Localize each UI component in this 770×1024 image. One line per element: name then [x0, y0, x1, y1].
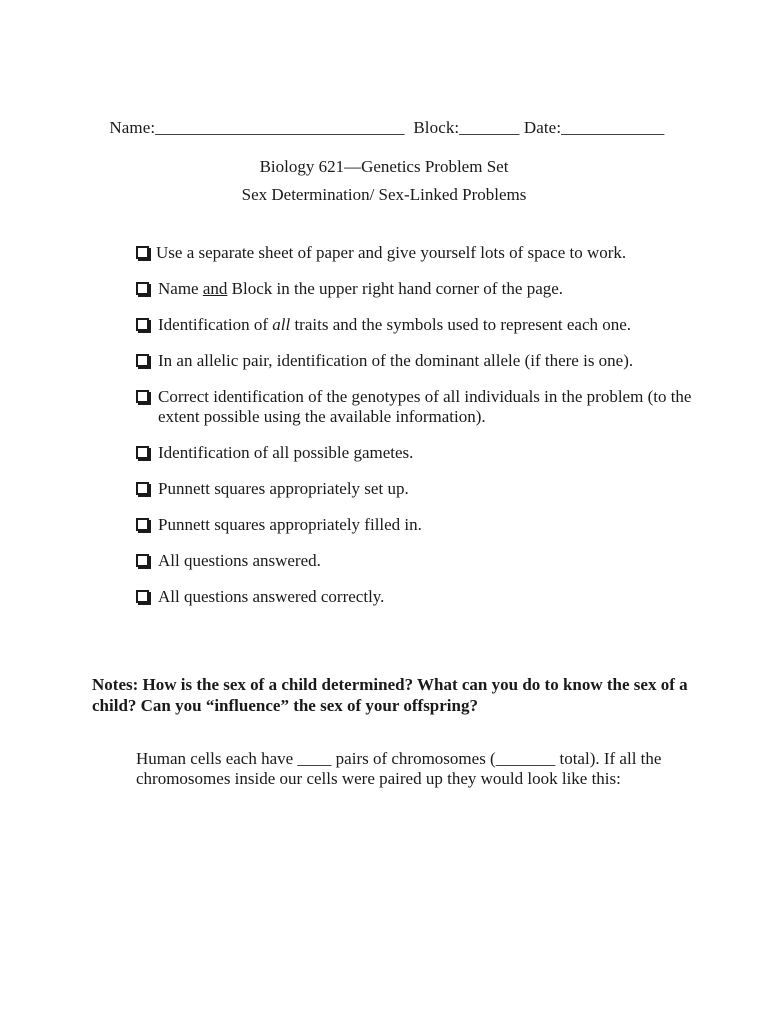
block-field[interactable]: Block:_______ [413, 118, 520, 137]
requirements-checklist [136, 243, 736, 623]
checkbox-icon[interactable] [136, 518, 149, 531]
title-line-1: Biology 621—Genetics Problem Set [259, 157, 509, 176]
name-field[interactable]: Name:_____________________________ [109, 118, 405, 137]
checklist-item: Identification of all traits and the symbols used to represent each one. [136, 315, 736, 335]
title-line-2: Sex Determination/ Sex-Linked Problems [241, 185, 527, 204]
checklist-item: In an allelic pair, identification of the dominant allele (if there is one). [136, 351, 736, 371]
underlined-word: and [202, 279, 228, 298]
notes-heading: Notes: How is the sex of a child determined? What can you do to know the sex of a child? Can you “influence” the sex of your offspring? [92, 675, 688, 715]
italic-word: all [272, 315, 291, 334]
checkbox-icon[interactable] [136, 246, 149, 259]
checkbox-icon[interactable] [136, 446, 149, 459]
checkbox-icon[interactable] [136, 354, 149, 367]
checkbox-icon[interactable] [136, 318, 149, 331]
checkbox-icon[interactable] [136, 282, 149, 295]
worksheet-title [0, 153, 770, 209]
checkbox-icon[interactable] [136, 590, 149, 603]
checkbox-icon[interactable] [136, 390, 149, 403]
checklist-item: All questions answered. [136, 551, 736, 571]
checklist-item: Identification of all possible gametes. [136, 443, 736, 463]
date-field[interactable]: Date:____________ [523, 118, 665, 137]
checklist-item: Correct identification of the genotypes of all individuals in the problem (to the extent possible using the available information). [136, 387, 736, 427]
checklist-item: Name and Block in the upper right hand corner of the page. [136, 279, 736, 299]
checklist-item [136, 243, 736, 263]
chromosome-paragraph: Human cells each have ____ pairs of chromosomes (_______ total). If all the chromosomes inside our cells were paired up they would look like this: [136, 749, 662, 788]
checkbox-icon[interactable] [136, 482, 149, 495]
student-info-line [92, 98, 664, 158]
checklist-item-text: Use a separate sheet of paper and give yourself lots of space to work. [156, 243, 627, 262]
checklist-item: All questions answered correctly. [136, 587, 736, 607]
checklist-item: Punnett squares appropriately set up. [136, 479, 736, 499]
checkbox-icon[interactable] [136, 554, 149, 567]
checklist-item: Punnett squares appropriately filled in. [136, 515, 736, 535]
